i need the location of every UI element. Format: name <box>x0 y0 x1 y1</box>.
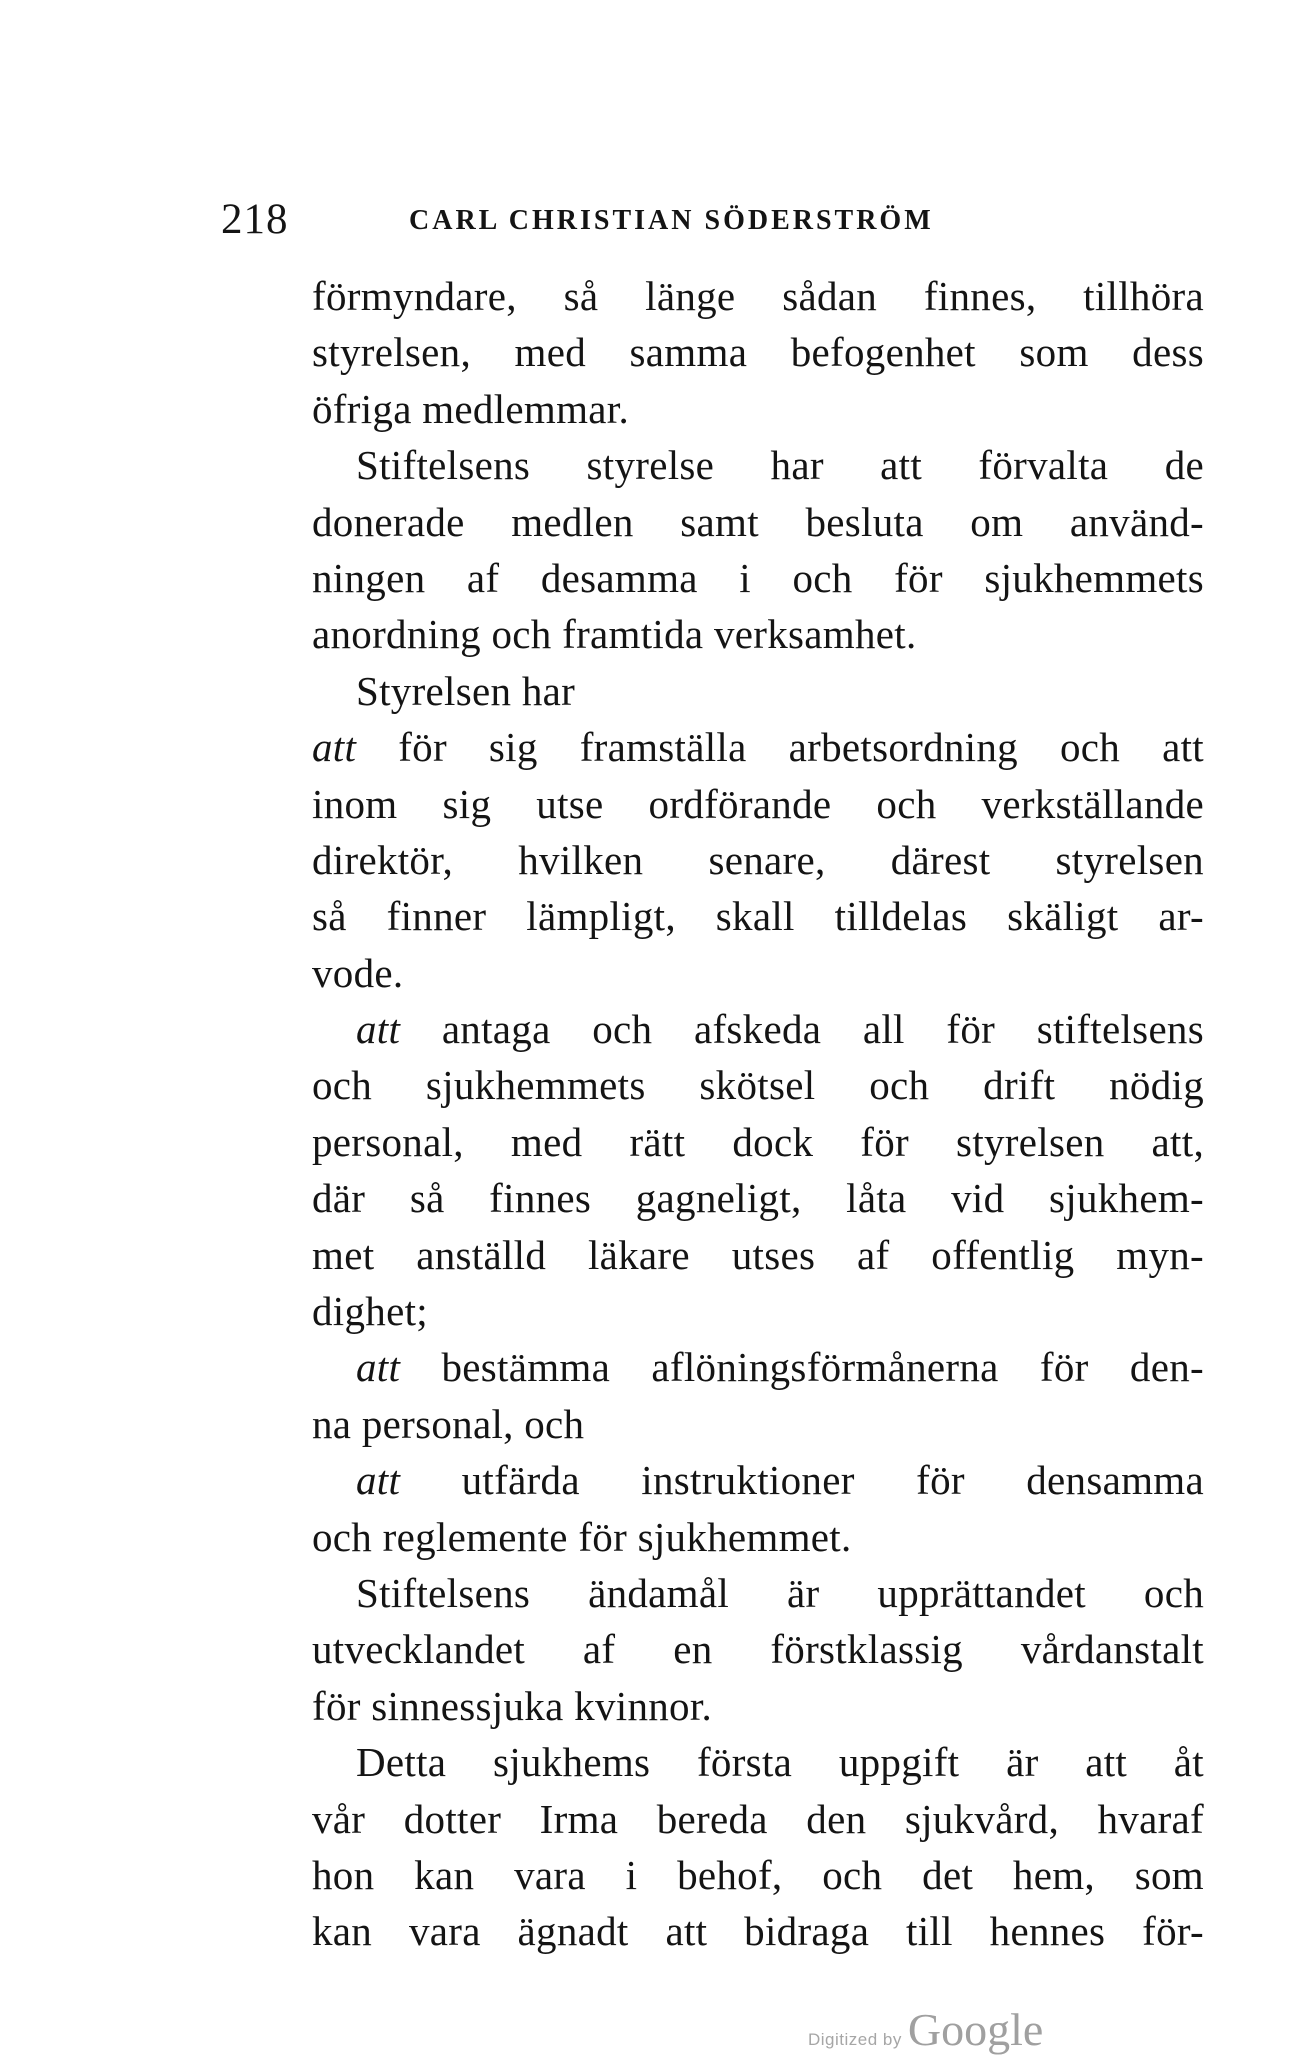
line-text: utfärda instruktioner för densamma <box>400 1457 1204 1504</box>
text-line <box>312 1847 1204 1903</box>
line-text: bestämma aflöningsförmånerna för den- <box>400 1344 1204 1391</box>
line-text: met anställd läkare utses af offentlig myn- <box>312 1231 1204 1278</box>
line-text: dighet; <box>312 1288 428 1335</box>
text-line <box>312 1903 1204 1959</box>
text-line <box>312 1452 1204 1508</box>
text-line <box>312 606 1204 662</box>
line-text: förmyndare, så länge sådan finnes, tillhöra <box>312 273 1204 319</box>
text-line <box>312 1678 1204 1734</box>
line-text: Stiftelsens ändamål är upprättandet och <box>356 1569 1204 1616</box>
line-text: anordning och framtida verksamhet. <box>312 611 917 658</box>
line-text: direktör, hvilken senare, därest styrelsen <box>312 836 1204 883</box>
text-line <box>312 1057 1204 1113</box>
page-number: 218 <box>221 196 289 243</box>
text-line <box>312 324 1204 380</box>
text-line <box>312 1734 1204 1790</box>
text-line <box>312 550 1204 606</box>
line-text: för sig framställa arbetsordning och att <box>356 724 1204 771</box>
text-line <box>312 719 1204 775</box>
running-head: CARL CHRISTIAN SÖDERSTRÖM <box>409 205 934 236</box>
text-line <box>312 1509 1204 1565</box>
att-keyword: att <box>356 1457 401 1504</box>
line-text: så finner lämpligt, skall tilldelas skäligt ar- <box>312 893 1204 940</box>
line-text: ningen af desamma i och för sjukhemmets <box>312 554 1204 601</box>
google-logo: Google <box>907 2004 1044 2055</box>
text-line <box>312 945 1204 1001</box>
line-text: för sinnessjuka kvinnor. <box>312 1682 713 1729</box>
page-header <box>221 195 1221 245</box>
line-text: styrelsen, med samma befogenhet som dess <box>312 329 1204 376</box>
line-text: inom sig utse ordförande och verkställande <box>312 780 1204 827</box>
line-text: hon kan vara i behof, och det hem, som <box>312 1851 1204 1898</box>
text-line <box>312 437 1204 493</box>
text-line <box>312 1621 1204 1677</box>
line-text: Detta sjukhems första uppgift är att åt <box>356 1739 1204 1786</box>
line-text: och reglemente för sjukhemmet. <box>312 1513 852 1560</box>
text-line <box>312 776 1204 832</box>
line-text: antaga och afskeda all för stiftelsens <box>400 1006 1204 1053</box>
text-line <box>312 1001 1204 1057</box>
line-text: utvecklandet af en förstklassig vårdanstalt <box>312 1626 1204 1673</box>
line-text: och sjukhemmets skötsel och drift nödig <box>312 1062 1204 1109</box>
line-text: öfriga medlemmar. <box>312 385 630 432</box>
line-text: kan vara ägnadt att bidraga till hennes för- <box>312 1908 1204 1955</box>
line-text: Styrelsen har <box>356 667 576 714</box>
text-line <box>312 494 1204 550</box>
watermark-prefix: Digitized by <box>808 2030 902 2049</box>
text-line <box>312 888 1204 944</box>
text-line <box>312 663 1204 719</box>
text-line <box>312 1114 1204 1170</box>
text-line <box>312 1170 1204 1226</box>
text-line <box>312 1227 1204 1283</box>
line-text: vår dotter Irma bereda den sjukvård, hvaraf <box>312 1795 1204 1842</box>
att-keyword: att <box>312 724 357 771</box>
line-text: donerade medlen samt besluta om använd- <box>312 498 1204 545</box>
text-line <box>312 832 1204 888</box>
digitized-watermark <box>808 2003 1043 2063</box>
text-line <box>312 1396 1204 1452</box>
body-text <box>312 268 1204 1960</box>
line-text: vode. <box>312 949 404 996</box>
line-text: där så finnes gagneligt, låta vid sjukhem- <box>312 1175 1204 1222</box>
att-keyword: att <box>356 1006 401 1053</box>
att-keyword: att <box>356 1344 401 1391</box>
text-line <box>312 268 1204 324</box>
text-line <box>312 1339 1204 1395</box>
text-line <box>312 1283 1204 1339</box>
text-line <box>312 1791 1204 1847</box>
line-text: personal, med rätt dock för styrelsen att, <box>312 1118 1204 1165</box>
text-line <box>312 381 1204 437</box>
text-line <box>312 1565 1204 1621</box>
line-text: na personal, och <box>312 1400 585 1447</box>
line-text: Stiftelsens styrelse har att förvalta de <box>356 442 1204 489</box>
